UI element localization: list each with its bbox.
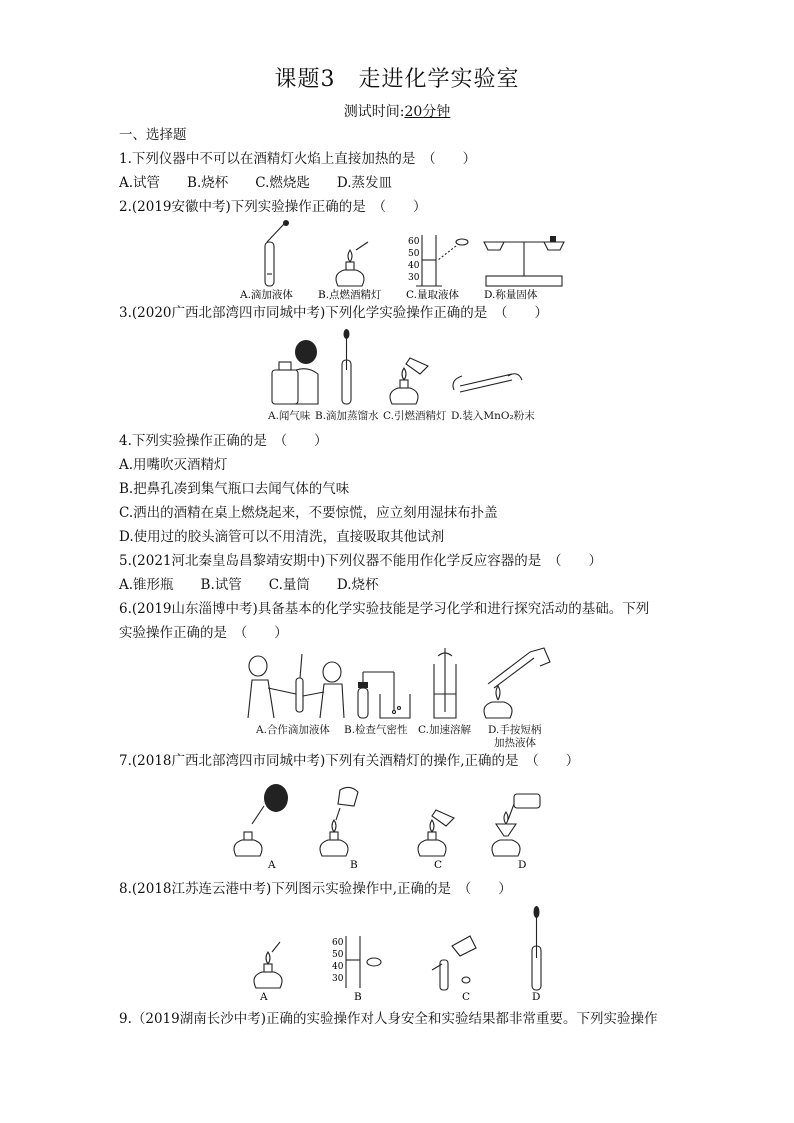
q2-caption-b: B.点燃酒精灯 bbox=[318, 289, 382, 301]
q2-cylinder-illustration bbox=[408, 235, 468, 286]
q8-lamp-lighting-illustration bbox=[254, 942, 282, 988]
q8-label-c: C bbox=[462, 991, 471, 1003]
q2-caption-d: D.称量固体 bbox=[484, 289, 538, 301]
q7-label-b: B bbox=[350, 859, 358, 871]
q8-stem: 8.(2018江苏连云港中考)下列图示实验操作中,正确的是 （ ） bbox=[119, 881, 512, 897]
q3-stem: 3.(2020广西北部湾四市同城中考)下列化学实验操作正确的是 （ ） bbox=[119, 305, 549, 321]
q6-caption-b: B.检查气密性 bbox=[344, 724, 408, 736]
q7-label-c: C bbox=[434, 859, 443, 871]
q8-tick-30: 30 bbox=[332, 974, 344, 984]
q7-add-alcohol-illustration bbox=[492, 794, 540, 856]
q6-caption-d-line2: 加热液体 bbox=[494, 737, 536, 749]
q3-caption-d: D.装入MnO₂粉末 bbox=[451, 410, 535, 422]
test-time-label: 测试时间: bbox=[343, 104, 405, 120]
q6-stem-line1: 6.(2019山东淄博中考)具备基本的化学实验技能是学习化学和进行探究活动的基础。下列 bbox=[119, 601, 650, 617]
test-time-value: 20分钟 bbox=[404, 104, 451, 120]
q3-caption-a: A.闻气味 bbox=[268, 410, 311, 422]
q6-stem-line2: 实验操作正确的是 （ ） bbox=[119, 625, 288, 641]
q6-figures bbox=[244, 644, 554, 720]
q2-alcohol-lamp-illustration bbox=[336, 242, 368, 286]
q8-cylinder-reading-illustration bbox=[332, 936, 381, 988]
q8-dropper-illustration bbox=[532, 906, 541, 990]
q6-caption-c: C.加速溶解 bbox=[418, 724, 471, 736]
q8-tick-50: 50 bbox=[332, 950, 344, 960]
q4-option-b: B.把鼻孔凑到集气瓶口去闻气体的气味 bbox=[119, 481, 350, 497]
q4-option-a: A.用嘴吹灭酒精灯 bbox=[119, 457, 228, 473]
q1-options: A.试管 B.烧杯 C.燃烧匙 D.蒸发皿 bbox=[119, 175, 393, 191]
q3-figures bbox=[268, 330, 528, 405]
q3-powder-tube-illustration bbox=[453, 374, 522, 392]
q5-options: A.锥形瓶 B.试管 C.量筒 D.烧杯 bbox=[119, 577, 379, 593]
q9-stem: 9.（2019湖南长沙中考)正确的实验操作对人身安全和实验结果都非常重要。下列实验操作 bbox=[119, 1011, 658, 1027]
q3-caption-b: B.滴加蒸馏水 bbox=[315, 410, 379, 422]
section-heading: 一、选择题 bbox=[119, 127, 187, 143]
test-time bbox=[0, 101, 794, 121]
q2-tick-30: 30 bbox=[408, 273, 420, 283]
q8-label-d: D bbox=[532, 991, 541, 1003]
q8-pouring-illustration bbox=[432, 936, 476, 990]
q2-caption-a: A.滴加液体 bbox=[240, 289, 293, 301]
q8-tick-40: 40 bbox=[332, 962, 344, 972]
q6-stirring-illustration bbox=[434, 648, 456, 718]
q7-lighting-illustration bbox=[418, 810, 454, 856]
q1-stem: 1.下列仪器中不可以在酒精灯火焰上直接加热的是 （ ） bbox=[119, 151, 477, 167]
q8-figures bbox=[250, 906, 550, 1002]
q2-tick-40: 40 bbox=[408, 261, 420, 271]
q7-stem: 7.(2018广西北部湾四市同城中考)下列有关酒精灯的操作,正确的是 （ ） bbox=[119, 753, 580, 769]
q2-tick-60: 60 bbox=[408, 237, 420, 247]
q6-heating-liquid-illustration bbox=[484, 648, 550, 718]
q7-figures bbox=[232, 780, 562, 872]
q7-blow-out-illustration bbox=[234, 784, 288, 856]
q8-label-a: A bbox=[260, 991, 268, 1003]
q3-lamp-lighting-illustration bbox=[390, 358, 428, 404]
page-title: 课题3 走进化学实验室 bbox=[274, 67, 520, 92]
q2-stem: 2.(2019安徽中考)下列实验操作正确的是 （ ） bbox=[119, 199, 427, 215]
q7-lamp-to-lamp-illustration bbox=[320, 787, 358, 856]
q2-figures bbox=[240, 220, 580, 301]
q2-caption-c: C.量取液体 bbox=[406, 289, 459, 301]
q3-dropper-tube-illustration bbox=[342, 329, 351, 404]
q2-balance-illustration bbox=[484, 236, 564, 286]
q2-tick-50: 50 bbox=[408, 249, 420, 259]
q8-tick-60: 60 bbox=[332, 938, 344, 948]
q3-caption-c: C.引燃酒精灯 bbox=[383, 410, 447, 422]
q6-cooperate-dropping-illustration bbox=[248, 654, 344, 718]
q8-label-b: B bbox=[354, 991, 362, 1003]
q6-airtightness-illustration bbox=[358, 672, 410, 718]
q3-smell-illustration bbox=[272, 340, 318, 404]
q4-stem: 4.下列实验操作正确的是 （ ） bbox=[119, 433, 328, 449]
q6-caption-a: A.合作滴加液体 bbox=[256, 724, 330, 736]
q4-option-c: C.洒出的酒精在桌上燃烧起来，不要惊慌，应立刻用湿抹布扑盖 bbox=[119, 505, 498, 521]
q7-label-d: D bbox=[518, 859, 527, 871]
q2-dropper-tube-illustration bbox=[265, 220, 289, 286]
q7-label-a: A bbox=[268, 859, 276, 871]
q5-stem: 5.(2021河北秦皇岛昌黎靖安期中)下列仪器不能用作化学反应容器的是 （ ） bbox=[119, 553, 603, 569]
q4-option-d: D.使用过的胶头滴管可以不用清洗，直接吸取其他试剂 bbox=[119, 529, 445, 545]
q6-caption-d: D.手按短柄 bbox=[488, 724, 542, 736]
